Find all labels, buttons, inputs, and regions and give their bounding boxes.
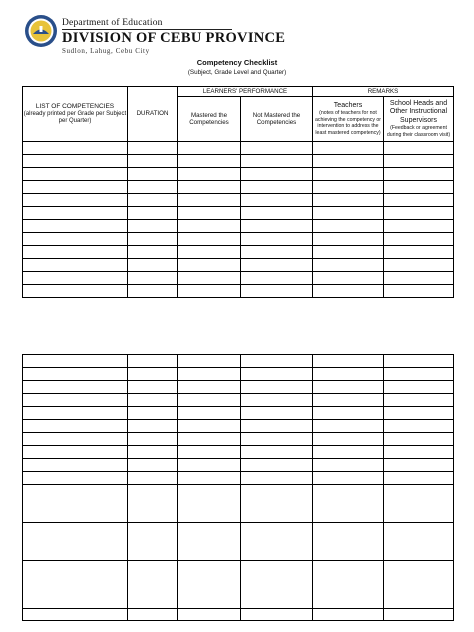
cell[interactable] [23,368,128,381]
cell[interactable] [384,272,454,285]
cell[interactable] [384,233,454,246]
cell[interactable] [178,355,241,368]
col-header-heads-note: (Feedback or agreement during their classroom visit) [386,125,451,138]
table-row [23,472,454,485]
cell[interactable] [128,194,178,207]
cell[interactable] [384,168,454,181]
cell[interactable] [313,420,384,433]
cell[interactable] [128,168,178,181]
deped-seal-icon [24,14,58,48]
cell[interactable] [241,472,313,485]
competency-table-1 [22,86,454,298]
cell[interactable] [178,194,241,207]
cell[interactable] [313,561,384,609]
cell[interactable] [23,246,128,259]
cell[interactable] [23,407,128,420]
cell[interactable] [241,168,313,181]
cell[interactable] [384,220,454,233]
cell[interactable] [313,609,384,621]
cell[interactable] [384,207,454,220]
cell[interactable] [128,459,178,472]
cell[interactable] [313,523,384,561]
cell[interactable] [23,142,128,155]
table-row [23,246,454,259]
cell[interactable] [178,259,241,272]
cell[interactable] [128,233,178,246]
cell[interactable] [23,609,128,621]
cell[interactable] [23,155,128,168]
cell[interactable] [23,355,128,368]
table-row [23,233,454,246]
cell[interactable] [384,609,454,621]
cell[interactable] [178,561,241,609]
cell[interactable] [241,381,313,394]
table-row [23,259,454,272]
cell[interactable] [178,285,241,298]
cell[interactable] [23,446,128,459]
group-header-remarks: REMARKS [313,87,454,97]
department-name: Department of Education [62,18,163,28]
table-row [23,220,454,233]
cell[interactable] [23,233,128,246]
cell[interactable] [23,285,128,298]
cell[interactable] [313,207,384,220]
table-row [23,168,454,181]
cell[interactable] [23,561,128,609]
division-address: Sudlon, Lahug, Cebu City [62,47,150,55]
cell[interactable] [241,259,313,272]
cell[interactable] [313,181,384,194]
cell[interactable] [313,233,384,246]
cell[interactable] [313,381,384,394]
cell[interactable] [23,207,128,220]
cell[interactable] [23,472,128,485]
cell[interactable] [23,459,128,472]
cell[interactable] [384,561,454,609]
table-row [23,433,454,446]
cell[interactable] [384,485,454,523]
table-row [23,142,454,155]
cell[interactable] [178,381,241,394]
cell[interactable] [178,420,241,433]
cell[interactable] [178,233,241,246]
group-header-performance: LEARNERS' PERFORMANCE [178,87,313,97]
table-row [23,194,454,207]
cell[interactable] [313,142,384,155]
table-row [23,155,454,168]
cell[interactable] [23,259,128,272]
cell[interactable] [23,381,128,394]
cell[interactable] [313,355,384,368]
cell[interactable] [178,446,241,459]
cell[interactable] [241,485,313,523]
cell[interactable] [384,523,454,561]
division-name: DIVISION OF CEBU PROVINCE [62,30,286,46]
cell[interactable] [178,181,241,194]
letterhead [24,14,286,55]
cell[interactable] [178,485,241,523]
cell[interactable] [178,609,241,621]
cell[interactable] [384,155,454,168]
cell[interactable] [313,459,384,472]
cell[interactable] [128,609,178,621]
cell[interactable] [128,285,178,298]
cell[interactable] [313,272,384,285]
col-header-competencies [23,87,128,142]
cell[interactable] [178,168,241,181]
cell[interactable] [23,485,128,523]
cell[interactable] [178,155,241,168]
cell[interactable] [23,420,128,433]
cell[interactable] [128,142,178,155]
cell[interactable] [178,523,241,561]
cell[interactable] [313,285,384,298]
cell[interactable] [128,446,178,459]
cell[interactable] [241,285,313,298]
cell[interactable] [384,407,454,420]
cell[interactable] [128,368,178,381]
cell[interactable] [313,394,384,407]
cell[interactable] [128,381,178,394]
cell[interactable] [128,207,178,220]
cell[interactable] [241,523,313,561]
cell[interactable] [23,194,128,207]
cell[interactable] [313,472,384,485]
cell[interactable] [241,433,313,446]
cell[interactable] [241,355,313,368]
cell[interactable] [241,561,313,609]
cell[interactable] [178,207,241,220]
cell[interactable] [178,459,241,472]
table-row [23,394,454,407]
cell[interactable] [178,407,241,420]
table-row [23,368,454,381]
cell[interactable] [384,459,454,472]
table-row [23,272,454,285]
cell[interactable] [313,220,384,233]
col-header-not-mastered: Not Mastered the Competencies [241,97,313,142]
cell[interactable] [241,459,313,472]
cell[interactable] [23,168,128,181]
cell[interactable] [313,485,384,523]
table-row [23,459,454,472]
cell[interactable] [313,433,384,446]
cell[interactable] [384,181,454,194]
cell[interactable] [241,368,313,381]
cell[interactable] [384,246,454,259]
cell[interactable] [23,220,128,233]
cell[interactable] [313,407,384,420]
cell[interactable] [241,155,313,168]
cell[interactable] [178,272,241,285]
table-row [23,407,454,420]
cell[interactable] [313,168,384,181]
table-row [23,381,454,394]
cell[interactable] [128,420,178,433]
cell[interactable] [128,272,178,285]
cell[interactable] [241,233,313,246]
cell[interactable] [313,446,384,459]
table-row [23,285,454,298]
cell[interactable] [128,523,178,561]
cell[interactable] [23,181,128,194]
cell[interactable] [128,485,178,523]
table-row [23,485,454,523]
cell[interactable] [23,394,128,407]
cell[interactable] [384,259,454,272]
cell[interactable] [313,368,384,381]
table-row [23,207,454,220]
cell[interactable] [384,368,454,381]
col-header-teachers-title: Teachers [333,101,363,109]
cell[interactable] [178,142,241,155]
cell[interactable] [384,381,454,394]
table-row [23,523,454,561]
cell[interactable] [23,523,128,561]
competency-table-2 [22,354,454,621]
cell[interactable] [241,220,313,233]
cell[interactable] [128,155,178,168]
col-header-heads-title: School Heads and Other Instructional Supervisors [389,99,448,124]
cell[interactable] [128,246,178,259]
col-header-duration: DURATION [128,87,178,142]
col-header-teachers [313,97,384,142]
cell[interactable] [23,272,128,285]
cell[interactable] [384,433,454,446]
cell[interactable] [178,433,241,446]
cell[interactable] [241,272,313,285]
cell[interactable] [178,368,241,381]
cell[interactable] [128,433,178,446]
cell[interactable] [241,407,313,420]
cell[interactable] [384,142,454,155]
cell[interactable] [178,246,241,259]
cell[interactable] [384,446,454,459]
cell[interactable] [128,355,178,368]
cell[interactable] [384,472,454,485]
table-row [23,609,454,621]
table-row [23,420,454,433]
cell[interactable] [313,155,384,168]
cell[interactable] [241,194,313,207]
col-header-competencies-note: (already printed per Grade per Subject per Quarter) [23,110,127,124]
cell[interactable] [23,433,128,446]
cell[interactable] [384,285,454,298]
cell[interactable] [128,220,178,233]
cell[interactable] [178,220,241,233]
cell[interactable] [313,246,384,259]
cell[interactable] [128,472,178,485]
cell[interactable] [128,394,178,407]
cell[interactable] [384,355,454,368]
table-row [23,355,454,368]
cell[interactable] [384,420,454,433]
cell[interactable] [241,420,313,433]
col-header-mastered: Mastered the Competencies [178,97,241,142]
cell[interactable] [241,246,313,259]
cell[interactable] [241,181,313,194]
cell[interactable] [241,394,313,407]
col-header-competencies-title: LIST OF COMPETENCIES [35,102,115,110]
cell[interactable] [128,407,178,420]
cell[interactable] [128,259,178,272]
cell[interactable] [178,472,241,485]
document-subtitle: (Subject, Grade Level and Quarter) [187,69,287,76]
table-row [23,446,454,459]
cell[interactable] [313,194,384,207]
cell[interactable] [241,609,313,621]
cell[interactable] [384,194,454,207]
cell[interactable] [128,181,178,194]
col-header-heads [384,97,454,142]
table-row [23,181,454,194]
cell[interactable] [128,561,178,609]
cell[interactable] [241,446,313,459]
table-row [23,561,454,609]
cell[interactable] [313,259,384,272]
document-title: Competency Checklist [196,58,278,67]
col-header-teachers-note: (notes of teachers for not achieving the competency or intervention to address the least mastered competency) [314,110,382,136]
cell[interactable] [241,207,313,220]
cell[interactable] [241,142,313,155]
cell[interactable] [178,394,241,407]
cell[interactable] [384,394,454,407]
